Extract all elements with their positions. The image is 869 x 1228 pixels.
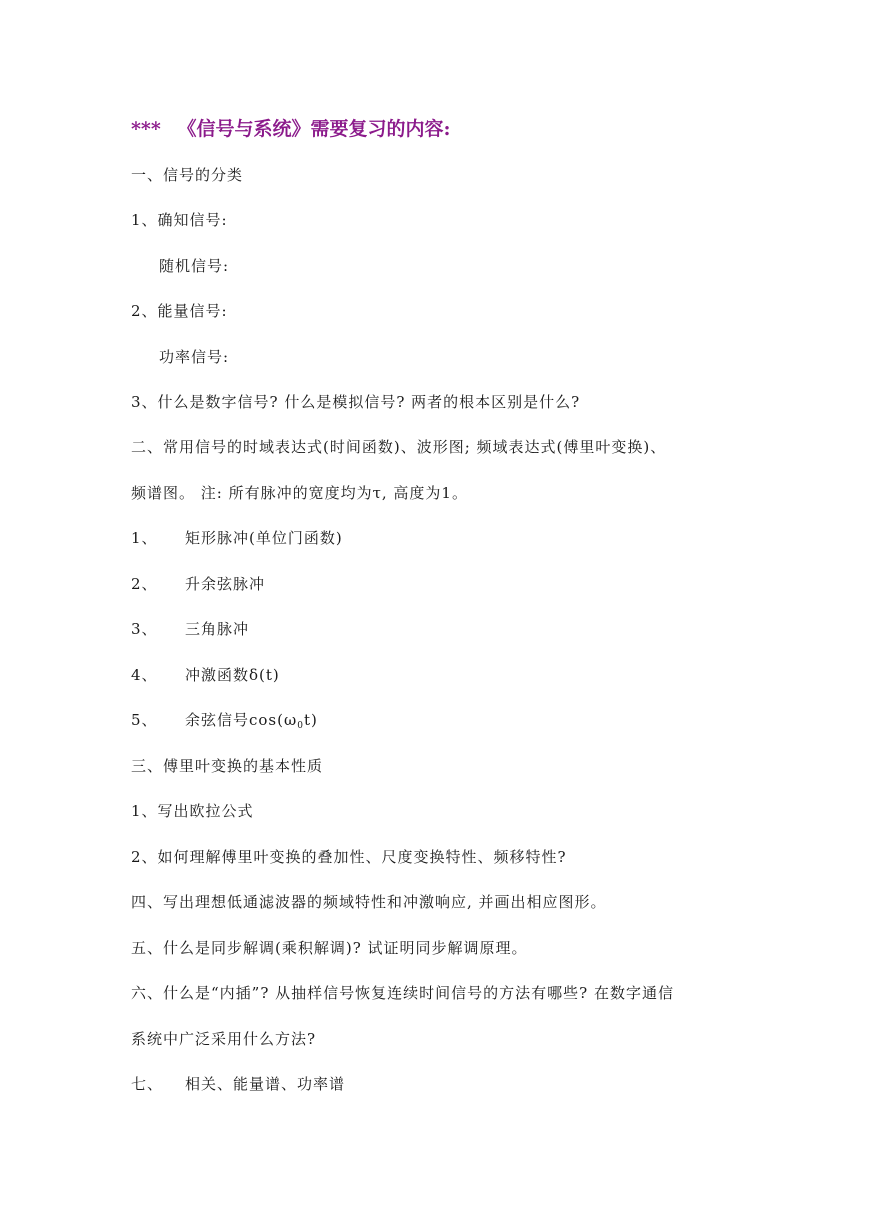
item-text: 冲激函数δ(t) <box>185 666 280 684</box>
list-item: 1、写出欧拉公式 <box>131 802 254 820</box>
item-number: 3、 <box>131 620 158 638</box>
item-number: 4、 <box>131 666 158 684</box>
list-item: 功率信号: <box>159 348 230 366</box>
list-item <box>131 527 343 548</box>
item-text: 矩形脉冲(单位门函数) <box>185 529 343 547</box>
subscript-zero: 0 <box>297 721 304 731</box>
paragraph-line: 系统中广泛采用什么方法? <box>131 1030 317 1048</box>
section-heading: 二、常用信号的时域表达式(时间函数)、波形图; 频域表达式(傅里叶变换)、 <box>131 438 667 456</box>
section-heading: 六、什么是“内插”? 从抽样信号恢复连续时间信号的方法有哪些? 在数字通信 <box>131 984 674 1002</box>
title-text: 《信号与系统》需要复习的内容: <box>177 118 451 140</box>
list-item: 1、确知信号: <box>131 211 228 229</box>
list-item: 2、能量信号: <box>131 302 228 320</box>
item-text: 余弦信号cos(ω <box>185 711 298 729</box>
list-item <box>131 664 280 685</box>
item-number: 2、 <box>131 575 158 593</box>
item-number: 1、 <box>131 529 158 547</box>
list-item <box>131 709 318 731</box>
list-item: 2、如何理解傅里叶变换的叠加性、尺度变换特性、频移特性? <box>131 848 567 866</box>
item-text: 三角脉冲 <box>185 620 250 638</box>
item-number: 5、 <box>131 711 158 729</box>
paragraph-line: 频谱图。 注: 所有脉冲的宽度均为τ, 高度为1。 <box>131 484 468 502</box>
list-item: 3、什么是数字信号? 什么是模拟信号? 两者的根本区别是什么? <box>131 393 581 411</box>
title-prefix: *** <box>131 118 161 140</box>
item-text: 相关、能量谱、功率谱 <box>185 1075 346 1093</box>
section-heading: 四、写出理想低通滤波器的频域特性和冲激响应, 并画出相应图形。 <box>131 893 607 911</box>
section-heading: 三、傅里叶变换的基本性质 <box>131 757 324 775</box>
page-title <box>131 114 450 141</box>
item-number: 七、 <box>131 1075 164 1093</box>
item-text-end: t) <box>303 711 318 729</box>
list-item: 随机信号: <box>159 257 230 275</box>
section-heading <box>131 1073 345 1094</box>
section-heading: 一、信号的分类 <box>131 166 244 184</box>
section-heading: 五、什么是同步解调(乘积解调)? 试证明同步解调原理。 <box>131 939 528 957</box>
item-text: 升余弦脉冲 <box>185 575 266 593</box>
list-item <box>131 573 265 594</box>
list-item <box>131 618 249 639</box>
